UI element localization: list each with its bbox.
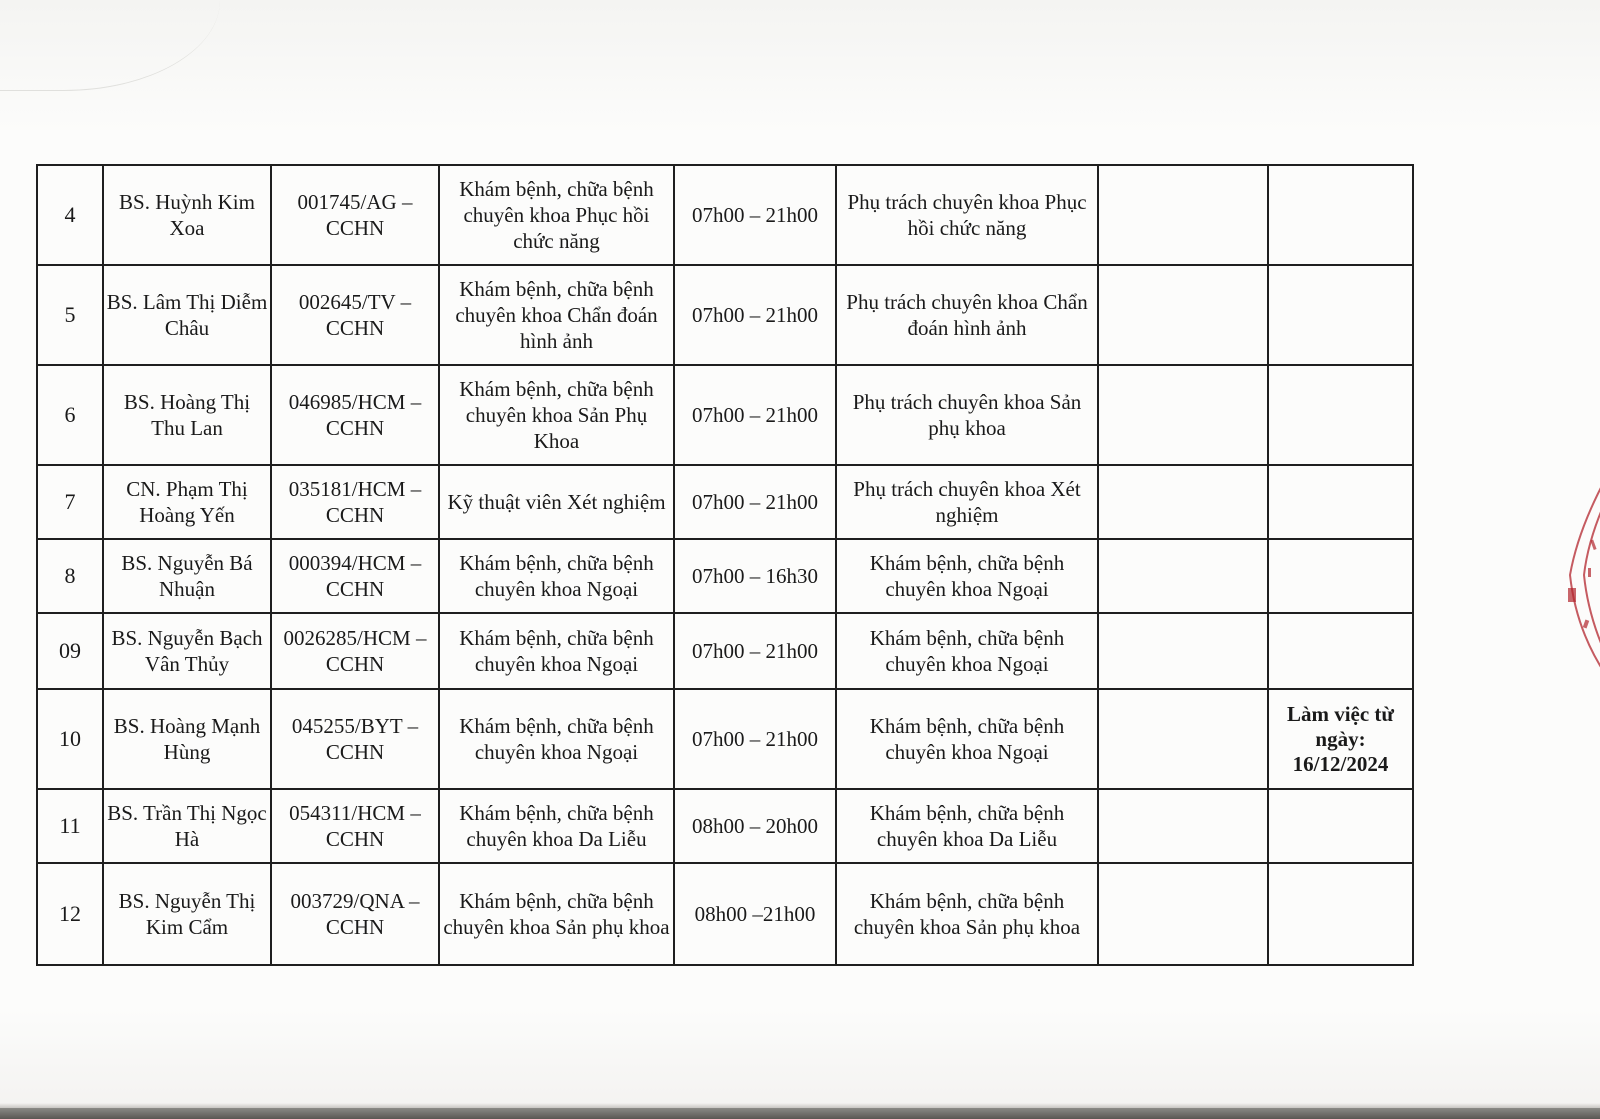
table-row [37,465,1413,539]
license-number: 002645/TV – CCHN [271,265,439,365]
empty-cell [1098,863,1268,965]
table-row [37,365,1413,465]
practice-scope: Khám bệnh, chữa bệnh chuyên khoa Da Liễu [439,789,674,863]
assigned-role: Phụ trách chuyên khoa Chẩn đoán hình ảnh [836,265,1098,365]
table-row [37,863,1413,965]
license-number: 003729/QNA – CCHN [271,863,439,965]
empty-cell [1098,465,1268,539]
assigned-role: Phụ trách chuyên khoa Xét nghiệm [836,465,1098,539]
note-cell [1268,539,1413,613]
practice-scope: Khám bệnh, chữa bệnh chuyên khoa Sản phụ khoa [439,863,674,965]
table-row [37,539,1413,613]
row-number: 4 [37,165,103,265]
license-number: 000394/HCM – CCHN [271,539,439,613]
assigned-role: Phụ trách chuyên khoa Phục hồi chức năng [836,165,1098,265]
red-stamp-partial [1548,470,1600,680]
empty-cell [1098,265,1268,365]
note-cell [1268,265,1413,365]
row-number: 7 [37,465,103,539]
practice-scope: Khám bệnh, chữa bệnh chuyên khoa Phục hồi chức năng [439,165,674,265]
row-number: 8 [37,539,103,613]
working-hours: 07h00 – 21h00 [674,165,836,265]
note-cell [1268,465,1413,539]
practice-scope: Khám bệnh, chữa bệnh chuyên khoa Ngoại [439,613,674,689]
table-row [37,613,1413,689]
license-number: 035181/HCM – CCHN [271,465,439,539]
row-number: 12 [37,863,103,965]
practice-scope: Khám bệnh, chữa bệnh chuyên khoa Ngoại [439,539,674,613]
assigned-role: Khám bệnh, chữa bệnh chuyên khoa Ngoại [836,613,1098,689]
empty-cell [1098,689,1268,789]
note-cell: Làm việc từ ngày: 16/12/2024 [1268,689,1413,789]
working-hours: 07h00 – 21h00 [674,689,836,789]
note-cell [1268,365,1413,465]
staff-name: BS. Lâm Thị Diễm Châu [103,265,271,365]
working-hours: 08h00 –21h00 [674,863,836,965]
empty-cell [1098,365,1268,465]
empty-cell [1098,539,1268,613]
table-row [37,265,1413,365]
row-number: 6 [37,365,103,465]
table-row [37,689,1413,789]
note-cell [1268,789,1413,863]
staff-name: BS. Nguyễn Thị Kim Cẩm [103,863,271,965]
staff-name: BS. Hoàng Thị Thu Lan [103,365,271,465]
note-cell [1268,863,1413,965]
note-cell [1268,613,1413,689]
practice-scope: Khám bệnh, chữa bệnh chuyên khoa Chẩn đoán hình ảnh [439,265,674,365]
assigned-role: Phụ trách chuyên khoa Sản phụ khoa [836,365,1098,465]
staff-name: BS. Nguyễn Bạch Vân Thủy [103,613,271,689]
row-number: 09 [37,613,103,689]
note-cell [1268,165,1413,265]
staff-name: BS. Nguyễn Bá Nhuận [103,539,271,613]
working-hours: 07h00 – 16h30 [674,539,836,613]
assigned-role: Khám bệnh, chữa bệnh chuyên khoa Sản phụ khoa [836,863,1098,965]
scan-bottom-edge [0,1108,1600,1119]
license-number: 001745/AG – CCHN [271,165,439,265]
staff-name: CN. Phạm Thị Hoàng Yến [103,465,271,539]
working-hours: 08h00 – 20h00 [674,789,836,863]
practice-scope: Khám bệnh, chữa bệnh chuyên khoa Sản Phụ Khoa [439,365,674,465]
empty-cell [1098,613,1268,689]
staff-name: BS. Huỳnh Kim Xoa [103,165,271,265]
empty-cell [1098,789,1268,863]
working-hours: 07h00 – 21h00 [674,365,836,465]
table-row [37,165,1413,265]
working-hours: 07h00 – 21h00 [674,613,836,689]
row-number: 5 [37,265,103,365]
staff-name: BS. Hoàng Mạnh Hùng [103,689,271,789]
staff-table [36,164,1414,966]
working-hours: 07h00 – 21h00 [674,265,836,365]
assigned-role: Khám bệnh, chữa bệnh chuyên khoa Da Liễu [836,789,1098,863]
working-hours: 07h00 – 21h00 [674,465,836,539]
license-number: 054311/HCM – CCHN [271,789,439,863]
row-number: 10 [37,689,103,789]
license-number: 0026285/HCM – CCHN [271,613,439,689]
practice-scope: Kỹ thuật viên Xét nghiệm [439,465,674,539]
staff-name: BS. Trần Thị Ngọc Hà [103,789,271,863]
license-number: 045255/BYT – CCHN [271,689,439,789]
table-row [37,789,1413,863]
row-number: 11 [37,789,103,863]
practice-scope: Khám bệnh, chữa bệnh chuyên khoa Ngoại [439,689,674,789]
assigned-role: Khám bệnh, chữa bệnh chuyên khoa Ngoại [836,539,1098,613]
empty-cell [1098,165,1268,265]
license-number: 046985/HCM – CCHN [271,365,439,465]
assigned-role: Khám bệnh, chữa bệnh chuyên khoa Ngoại [836,689,1098,789]
